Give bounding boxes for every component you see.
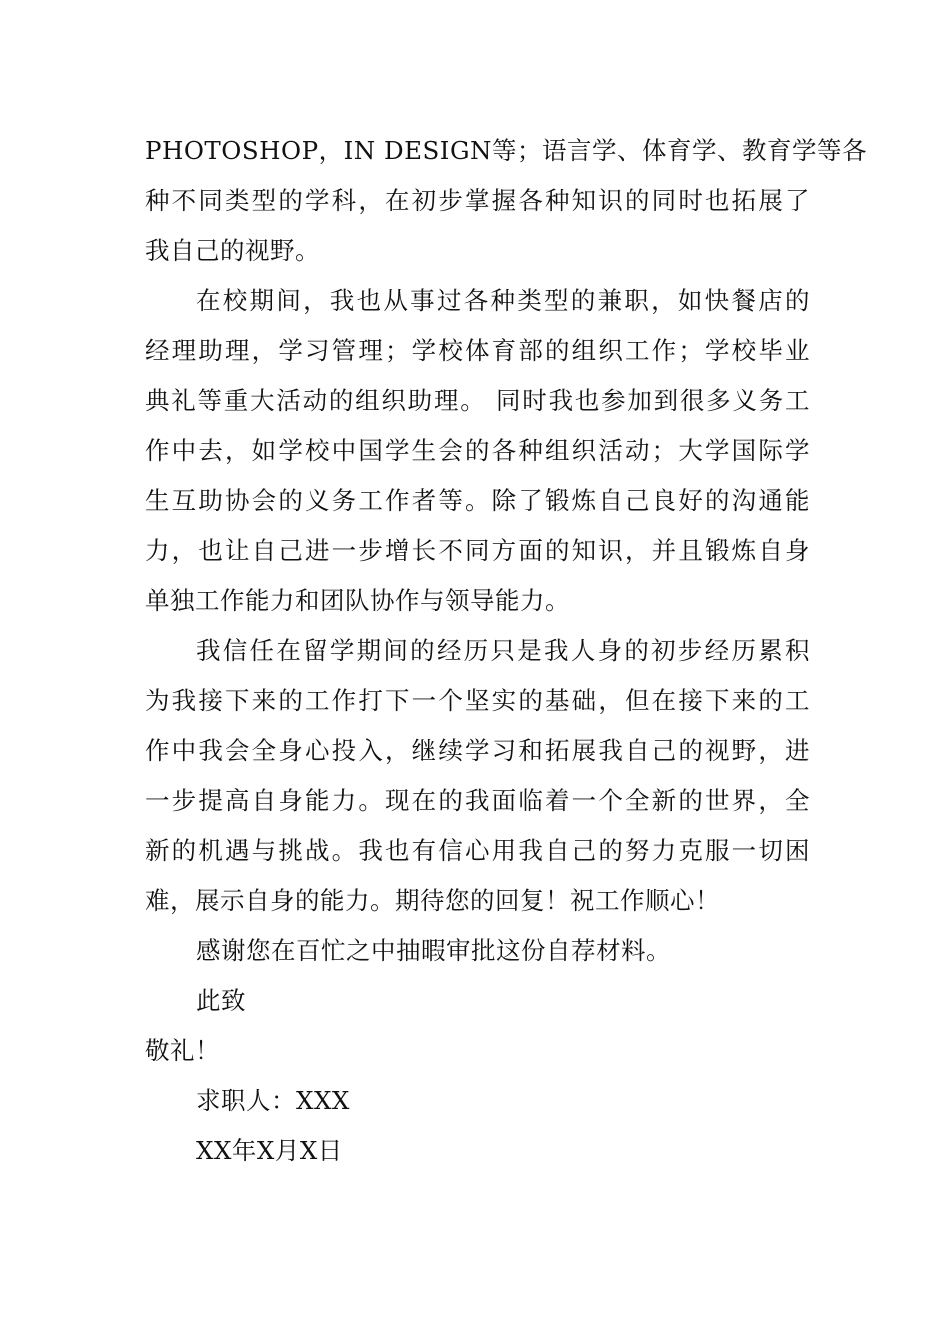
thanks-line: 感谢您在百忙之中抽暇审批这份自荐材料。	[196, 936, 671, 965]
letter-line-10: 单独工作能力和团队协作与领导能力。	[145, 586, 570, 615]
letter-line-2: 种不同类型的学科，在初步掌握各种知识的同时也拓展了	[145, 186, 810, 215]
letter-line-14: 一步提高自身能力。现在的我面临着一个全新的世界，全	[145, 786, 810, 815]
letter-line-4: 在校期间，我也从事过各种类型的兼职，如快餐店的	[196, 286, 810, 315]
salutation-line: 此致	[196, 986, 246, 1015]
letter-line-16: 难，展示自身的能力。期待您的回复！祝工作顺心！	[145, 886, 720, 915]
letter-line-12: 为我接下来的工作打下一个坚实的基础，但在接下来的工	[145, 686, 810, 715]
letter-line-13: 作中我会全身心投入，继续学习和拓展我自己的视野，进	[145, 736, 810, 765]
letter-line-11: 我信任在留学期间的经历只是我人身的初步经历累积	[196, 636, 810, 665]
letter-line-7: 作中去，如学校中国学生会的各种组织活动；大学国际学	[145, 436, 810, 465]
letter-line-1: PHOTOSHOP，IN DESIGN等；语言学、体育学、教育学等各	[145, 136, 867, 165]
letter-line-15: 新的机遇与挑战。我也有信心用我自己的努力克服一切困	[145, 836, 810, 865]
letter-line-3: 我自己的视野。	[145, 236, 320, 265]
date-line: XX年X月X日	[196, 1136, 343, 1165]
letter-line-6: 典礼等重大活动的组织助理。 同时我也参加到很多义务工	[145, 386, 810, 415]
letter-line-5: 经理助理，学习管理；学校体育部的组织工作；学校毕业	[145, 336, 810, 365]
letter-body	[145, 126, 867, 1176]
letter-line-9: 力，也让自己进一步增长不同方面的知识，并且锻炼自身	[145, 536, 810, 565]
applicant-line: 求职人：XXX	[196, 1086, 350, 1115]
closing-line: 敬礼！	[145, 1036, 220, 1065]
letter-line-8: 生互助协会的义务工作者等。除了锻炼自己良好的沟通能	[145, 486, 810, 515]
